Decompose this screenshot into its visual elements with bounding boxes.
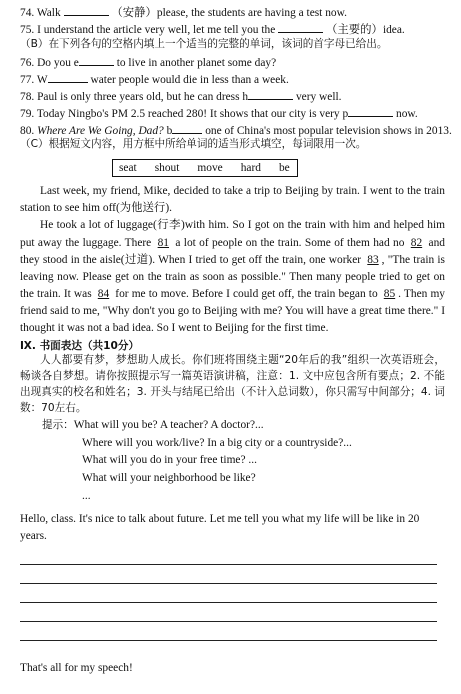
question-80: 80. Where Are We Going, Dad? b one of China's most popular television shows in 2013.	[20, 122, 445, 139]
word-move: move	[197, 162, 223, 175]
cloze-passage	[20, 183, 445, 337]
section-c-instruction: （C）根据短文内容，用方框中所给单词的适当形式填空，每词限用一次。	[20, 138, 367, 151]
writing-line[interactable]	[20, 565, 437, 584]
section-b-instruction: （B）在下列各句的空格内填上一个适当的完整的单词，该词的首字母已给出。	[20, 37, 388, 50]
essay-closing: That's all for my speech!	[20, 661, 133, 674]
blank-81[interactable]: 81	[157, 236, 169, 249]
blank-85[interactable]: 85	[383, 287, 396, 300]
blank-84[interactable]: 84	[97, 287, 110, 300]
writing-line[interactable]	[20, 546, 437, 565]
writing-tips: 提示：What will you be? A teacher? A doctor?... Where will you work/live? In a big city or a countryside?... What will you do in your free time? ... What will your neighborhood be like? ...	[42, 418, 352, 502]
answer-blank-78[interactable]	[248, 88, 293, 100]
answer-blank-77[interactable]	[48, 71, 88, 83]
question-79: 79. Today Ningbo's PM 2.5 reached 280! It shows that our city is very p now.	[20, 105, 445, 122]
blank-83[interactable]: 83	[367, 253, 379, 266]
section-9-intro: 人人都要有梦，梦想助人成长。你们班将围绕主题“20年后的我”组织一次英语班会，畅谈各自梦想。请你按照提示写一篇英语演讲稿，注意：1. 文中应包含所有要点；2. 不能出现真实的校名和姓名；3. 开头与结尾已给出（不计入总词数），你只需写中间部分；4. 词数：70左右。	[20, 354, 445, 415]
essay-opening: Hello, class. It's nice to talk about future. Let me tell you what my life will be like in 20 years.	[20, 513, 420, 543]
question-75: 75. I understand the article very well, let me tell you the （主要的）idea.	[20, 21, 445, 38]
word-hard: hard	[240, 162, 261, 175]
passage-paragraph-1: Last week, my friend, Mike, decided to take a trip to Beijing by train. I went to the train station to see him off(为他送行).	[20, 185, 445, 215]
answer-blank-79[interactable]	[348, 105, 393, 117]
question-74: 74. Walk （安静）please, the students are having a test now.	[20, 4, 445, 21]
writing-line[interactable]	[20, 603, 437, 622]
writing-line[interactable]	[20, 622, 437, 641]
answer-blank-76[interactable]	[79, 54, 114, 66]
answer-blank-74[interactable]	[64, 4, 109, 16]
section-9-title: Ⅸ. 书面表达（共10分）	[20, 340, 140, 353]
passage-paragraph-2: He took a lot of luggage(行李)with him. So I got on the train with him and helped him put away the luggage. There 81 a lot of people on the train. Some of them had no 82 and they stood in the aisle(过道). When I tried to get off the train, one worker 83 , "The train is leaving now. Please get on the train as soon as possible." Then many people tried to get on the train. It was 84 for me to move. Before I could get off, the train began to 85 . Then my friend said to me, "Why don't you go to Beijing with me? You will have a great time there." I thought it was not a bad idea. So I went to Beijing for the first time.	[20, 219, 445, 335]
word-seat: seat	[119, 162, 137, 175]
writing-line[interactable]	[20, 584, 437, 603]
question-78: 78. Paul is only three years old, but he can dress h very well.	[20, 88, 445, 105]
question-77: 77. W water people would die in less than a week.	[20, 71, 445, 88]
word-shout: shout	[154, 162, 180, 175]
blank-82[interactable]: 82	[410, 236, 423, 249]
answer-blank-75[interactable]	[278, 21, 323, 33]
writing-lines	[20, 546, 445, 641]
question-76: 76. Do you e to live in another planet some day?	[20, 54, 445, 71]
word-box	[112, 159, 298, 177]
answer-blank-80[interactable]	[172, 122, 202, 134]
word-be: be	[278, 162, 290, 175]
